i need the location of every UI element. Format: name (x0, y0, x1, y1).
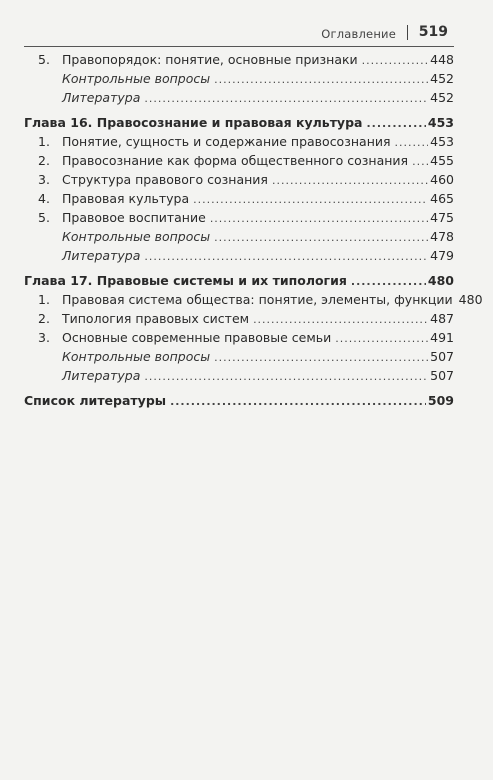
toc-item[interactable] (24, 50, 454, 69)
subitem-page: 507 (430, 349, 454, 364)
toc-subitem[interactable] (24, 69, 454, 88)
page-number: 519 (418, 24, 448, 40)
item-number: 2. (38, 153, 50, 168)
dot-leader (144, 367, 428, 386)
chapter-title: Глава 16. Правосознание и правовая культура (24, 115, 363, 130)
item-page: 448 (430, 52, 454, 67)
item-page: 455 (430, 153, 454, 168)
chapter-page: 453 (427, 115, 454, 130)
chapter-page: 480 (427, 273, 454, 288)
dot-leader (193, 190, 428, 209)
dot-leader (144, 89, 428, 108)
item-title: Типология правовых систем (62, 311, 250, 326)
item-page: 460 (430, 172, 454, 187)
item-number: 3. (38, 172, 50, 187)
toc-subitem[interactable] (24, 227, 454, 246)
dot-leader (351, 272, 426, 291)
item-page: 480 (458, 292, 483, 307)
dot-leader (253, 310, 428, 329)
bibliography-title: Список литературы (24, 393, 167, 408)
dot-leader (170, 392, 426, 411)
subitem-page: 452 (430, 71, 454, 86)
toc-item[interactable] (24, 290, 483, 309)
toc-item[interactable] (24, 151, 454, 170)
item-title: Основные современные правовые семьи (62, 330, 332, 345)
bibliography-entry[interactable] (24, 391, 454, 410)
item-title: Понятие, сущность и содержание правосознания (62, 134, 391, 149)
item-page: 453 (430, 134, 454, 149)
item-number: 5. (38, 52, 50, 67)
item-number: 1. (38, 134, 50, 149)
toc-item[interactable] (24, 208, 454, 227)
header-separator (407, 25, 408, 40)
dot-leader (272, 171, 428, 190)
section-title: Оглавление (321, 27, 396, 41)
chapter-16-heading[interactable] (24, 113, 454, 132)
subitem-title: Литература (62, 248, 141, 263)
dot-leader (214, 348, 428, 367)
subitem-page: 452 (430, 90, 454, 105)
toc-item[interactable] (24, 328, 454, 347)
item-title: Правовое воспитание (62, 210, 206, 225)
item-page: 465 (430, 191, 454, 206)
subitem-page: 479 (430, 248, 454, 263)
toc-subitem[interactable] (24, 347, 454, 366)
toc-item[interactable] (24, 189, 454, 208)
item-number: 1. (38, 292, 50, 307)
dot-leader (214, 228, 428, 247)
item-page: 475 (430, 210, 454, 225)
toc-subitem[interactable] (24, 366, 454, 385)
subitem-title: Контрольные вопросы (62, 71, 211, 86)
chapter-17-heading[interactable] (24, 271, 454, 290)
dot-leader (144, 247, 428, 266)
dot-leader (214, 70, 428, 89)
running-header (24, 22, 464, 44)
dot-leader (412, 152, 428, 171)
item-title: Правовая система общества: понятие, элементы, функции (62, 292, 453, 307)
subitem-title: Литература (62, 90, 141, 105)
item-title: Структура правового сознания (62, 172, 268, 187)
item-number: 2. (38, 311, 50, 326)
dot-leader (366, 114, 425, 133)
toc-item[interactable] (24, 309, 454, 328)
toc-subitem[interactable] (24, 246, 454, 265)
item-number: 3. (38, 330, 50, 345)
subitem-page: 478 (430, 229, 454, 244)
dot-leader (210, 209, 428, 228)
item-number: 5. (38, 210, 50, 225)
header-rule (24, 46, 454, 47)
item-page: 487 (430, 311, 454, 326)
subitem-title: Контрольные вопросы (62, 349, 211, 364)
subitem-title: Литература (62, 368, 141, 383)
item-number: 4. (38, 191, 50, 206)
item-page: 491 (430, 330, 454, 345)
bibliography-page: 509 (427, 393, 454, 408)
chapter-title: Глава 17. Правовые системы и их типология (24, 273, 347, 288)
dot-leader (362, 51, 428, 70)
subitem-title: Контрольные вопросы (62, 229, 211, 244)
toc-subitem[interactable] (24, 88, 454, 107)
item-title: Правосознание как форма общественного сознания (62, 153, 409, 168)
item-title: Правопорядок: понятие, основные признаки (62, 52, 358, 67)
table-of-contents (24, 50, 483, 410)
toc-item[interactable] (24, 132, 454, 151)
subitem-page: 507 (430, 368, 454, 383)
dot-leader (335, 329, 428, 348)
toc-item[interactable] (24, 170, 454, 189)
dot-leader (395, 133, 429, 152)
item-title: Правовая культура (62, 191, 190, 206)
